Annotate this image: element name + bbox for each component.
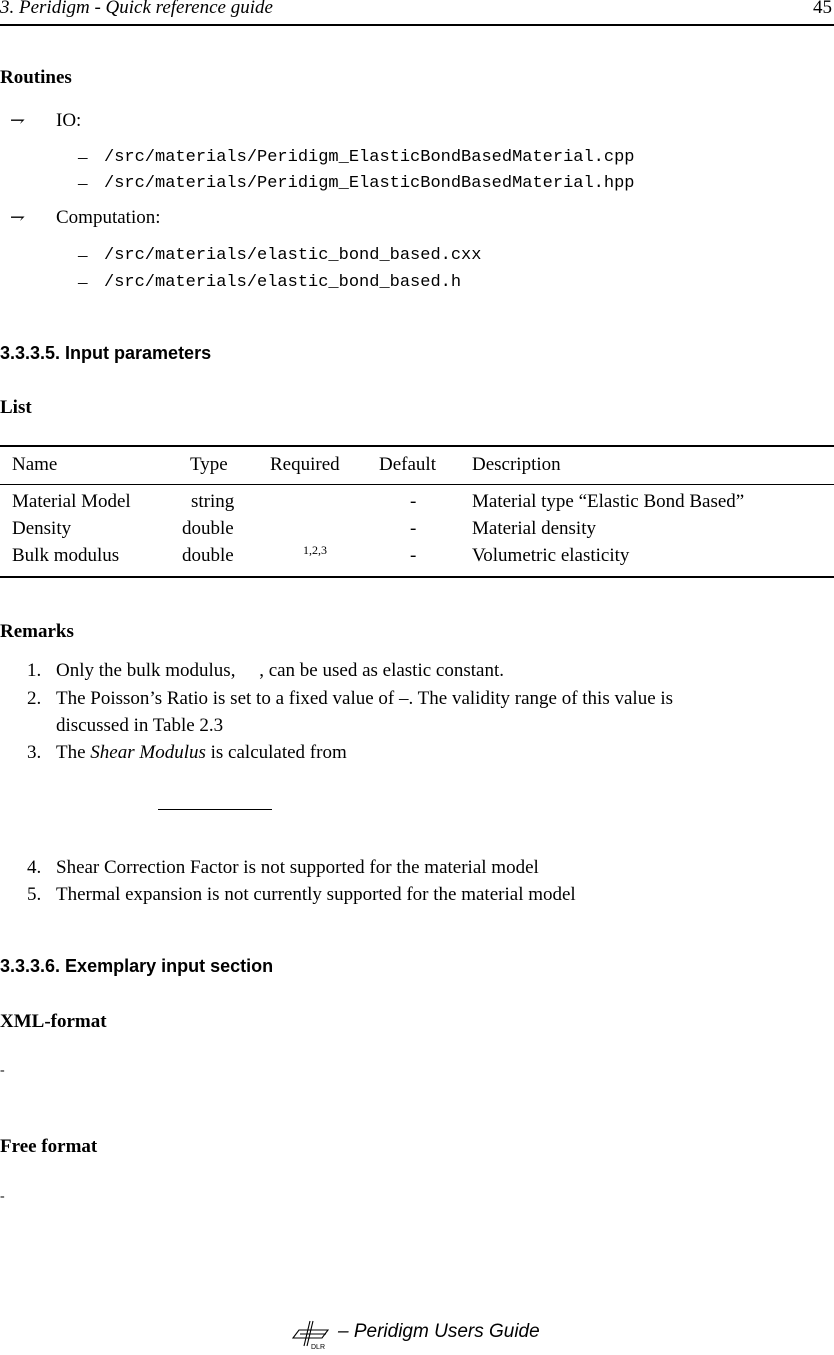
list-number: 1. — [27, 660, 42, 681]
table-top-rule — [0, 445, 834, 447]
xml-format-body: - — [0, 1063, 5, 1078]
remarks-heading: Remarks — [0, 621, 74, 642]
table-cell: double — [182, 545, 234, 566]
header-rule — [0, 24, 834, 26]
formula-fraction-bar — [158, 809, 272, 810]
table-header-default: Default — [379, 454, 436, 475]
remark-text: The Poisson’s Ratio is set to a fixed value of –. The validity range of this value is — [56, 688, 674, 709]
table-cell: - — [410, 545, 417, 566]
svg-text:DLR: DLR — [311, 1344, 326, 1350]
dlr-logo-icon — [290, 1318, 332, 1350]
file-path: /src/materials/elastic_bond_based.cxx — [104, 246, 482, 265]
routines-heading: Routines — [0, 67, 72, 88]
table-header-description: Description — [472, 454, 561, 475]
free-format-heading: Free format — [0, 1136, 98, 1157]
table-header-name: Name — [12, 454, 58, 475]
running-header-title: 3. Peridigm - Quick reference guide — [0, 0, 273, 18]
remark-text: Thermal expansion is not currently supported for the material model — [56, 884, 576, 905]
table-cell: Bulk modulus — [12, 545, 120, 566]
list-number: 3. — [27, 742, 42, 763]
computation-label: Computation: — [56, 207, 161, 228]
bullet-icon: ⇁ — [10, 207, 26, 227]
table-cell: Density — [12, 518, 72, 539]
list-number: 5. — [27, 884, 42, 905]
shear-modulus-term: Shear Modulus — [90, 742, 206, 763]
table-header-type: Type — [190, 454, 228, 475]
dash-icon: – — [78, 245, 88, 266]
dash-icon: – — [78, 272, 88, 293]
table-cell: Material Model — [12, 491, 131, 512]
remark-text — [56, 742, 347, 764]
remark-text: discussed in Table 2.3 — [56, 715, 224, 736]
list-number: 2. — [27, 688, 42, 709]
table-cell: Material type “Elastic Bond Based” — [472, 491, 745, 512]
table-bottom-rule — [0, 576, 834, 578]
free-format-body: - — [0, 1189, 5, 1204]
xml-format-heading: XML-format — [0, 1011, 107, 1032]
remark-text: Only the bulk modulus, , can be used as elastic constant. — [56, 660, 504, 681]
page-number: 45 — [813, 0, 832, 18]
footer-text: – Peridigm Users Guide — [338, 1321, 540, 1342]
dash-icon: – — [78, 147, 88, 168]
remark-text: Shear Correction Factor is not supported for the material model — [56, 857, 539, 878]
table-cell: string — [191, 491, 235, 512]
section-heading: 3.3.3.6. Exemplary input section — [0, 956, 274, 976]
table-cell: Material density — [472, 518, 596, 539]
section-heading: 3.3.3.5. Input parameters — [0, 343, 212, 363]
remark-text-start: The — [56, 742, 91, 763]
table-header-rule — [0, 484, 834, 485]
file-path: /src/materials/elastic_bond_based.h — [104, 273, 462, 292]
table-cell: - — [410, 491, 417, 512]
dash-icon: – — [78, 173, 88, 194]
table-cell: - — [410, 518, 417, 539]
table-header-required: Required — [270, 454, 340, 475]
table-cell: double — [182, 518, 234, 539]
file-path: /src/materials/Peridigm_ElasticBondBasedMaterial.cpp — [104, 148, 635, 167]
remark-text-end: is calculated from — [205, 742, 347, 763]
list-number: 4. — [27, 857, 42, 878]
bullet-icon: ⇁ — [10, 110, 26, 130]
io-label: IO: — [56, 110, 82, 131]
file-path: /src/materials/Peridigm_ElasticBondBasedMaterial.hpp — [104, 174, 635, 193]
list-heading: List — [0, 397, 32, 418]
table-cell: Volumetric elasticity — [472, 545, 630, 566]
table-cell-required: 1,2,3 — [303, 543, 327, 557]
